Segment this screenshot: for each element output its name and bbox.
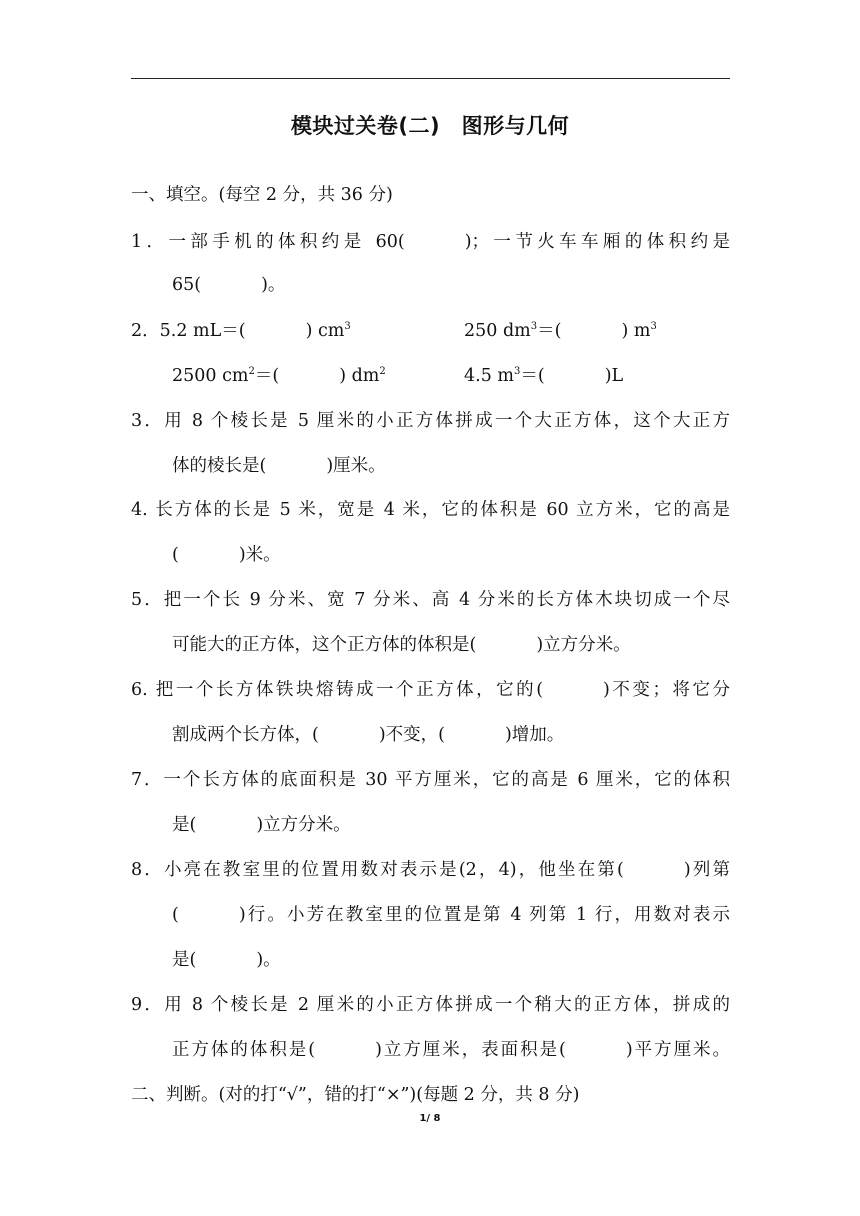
section-2-heading: 二、判断。(对的打“√”，错的打“×”)(每题 2 分，共 8 分) <box>131 1085 580 1105</box>
question-6-line-1: 6. 把一个长方体铁块熔铸成一个正方体，它的( )不变；将它分 <box>131 680 731 700</box>
question-9-line-1: 9．用 8 个棱长是 2 厘米的小正方体拼成一个稍大的正方体，拼成的 <box>131 995 730 1015</box>
question-1-line-1: 1．一部手机的体积约是 60( )；一节火车车厢的体积约是 <box>131 232 730 252</box>
question-7-line-1: 7．一个长方体的底面积是 30 平方厘米，它的高是 6 厘米，它的体积 <box>131 770 731 790</box>
question-2-item-b: 250 $dm^3=$( ) $m^3$ <box>464 321 657 341</box>
question-7-line-2: 是( )立方分米。 <box>172 815 351 835</box>
question-5-line-2: 可能大的正方体，这个正方体的体积是( )立方分米。 <box>172 635 631 655</box>
question-1-line-2: 65( )。 <box>172 275 286 295</box>
question-8-line-2: ( )行。小芳在教室里的位置是第 4 列第 1 行，用数对表示 <box>172 905 730 925</box>
question-3-line-2: 体的棱长是( )厘米。 <box>172 456 386 476</box>
question-2-item-a: 2．5.2 mL＝( ) $cm^3$ <box>131 321 351 341</box>
question-9-line-2: 正方体的体积是( )立方厘米，表面积是( )平方厘米。 <box>172 1040 731 1060</box>
question-2-item-c: 2500 $cm^2=$( ) $dm^2$ <box>172 366 386 386</box>
question-4-line-2: ( )米。 <box>172 545 281 565</box>
question-8-line-3: 是( )。 <box>172 950 281 970</box>
top-rule <box>131 78 730 79</box>
question-2-item-d: 4.5 $m^3=$( )L <box>464 366 624 386</box>
question-6-line-2: 割成两个长方体，( )不变，( )增加。 <box>172 725 565 745</box>
question-3-line-1: 3．用 8 个棱长是 5 厘米的小正方体拼成一个大正方体，这个大正方 <box>131 411 730 431</box>
question-5-line-1: 5．把一个长 9 分米、宽 7 分米、高 4 分米的长方体木块切成一个尽 <box>131 590 730 610</box>
page-number: 1/ 8 <box>419 1113 441 1124</box>
section-1-heading: 一、填空。(每空 2 分，共 36 分) <box>131 185 393 205</box>
question-4-line-1: 4. 长方体的长是 5 米，宽是 4 米，它的体积是 60 立方米，它的高是 <box>131 500 730 520</box>
page-title: 模块过关卷(二) 图形与几何 <box>290 114 570 138</box>
question-8-line-1: 8．小亮在教室里的位置用数对表示是(2，4)，他坐在第( )列第 <box>131 860 731 880</box>
